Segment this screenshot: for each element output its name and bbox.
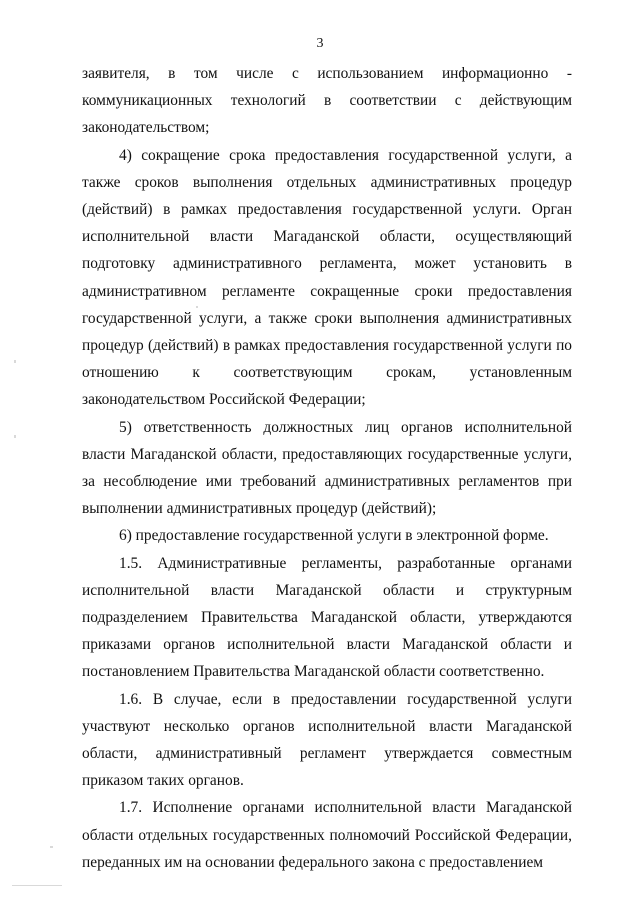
scan-artifact (12, 885, 62, 886)
paragraph-section-1-6: 1.6. В случае, если в предоставлении государственной услуги участвуют несколько органов исполнительной власти Магаданской области, административный регламент утверждается совместным приказом таких органов. (82, 690, 572, 790)
paragraph-item-6: 6) предоставление государственной услуги в электронной форме. (119, 527, 549, 545)
scan-artifact (50, 846, 53, 848)
scan-artifact (196, 306, 198, 308)
paragraph-section-1-7: 1.7. Исполнение органами исполнительной власти Магаданской области отдельных государственных полномочий Российской Федерации, переданных им на основании федерального закона с предоставлением (82, 799, 572, 871)
scan-artifact (14, 360, 16, 363)
scan-artifact (14, 435, 16, 438)
paragraph-continuation: заявителя, в том числе с использованием информационно - коммуникационных технологий в соответствии с действующим законодательством; (82, 65, 572, 137)
paragraph-section-1-5: 1.5. Административные регламенты, разработанные органами исполнительной власти Магаданской области и структурным подразделением Правительства Магаданской области, утверждаются приказами органов исполнительной власти Магаданской области и постановлением Правительства Магаданской области соответственно. (82, 554, 572, 681)
document-body (82, 60, 572, 876)
paragraph-item-5: 5) ответственность должностных лиц органов исполнительной власти Магаданской области, предоставляющих государственные услуги, за несоблюдение ими требований административных регламентов при выполнении административных процедур (действий); (82, 418, 572, 518)
paragraph-item-4: 4) сокращение срока предоставления государственной услуги, а также сроков выполнения отдельных административных процедур (действий) в рамках предоставления государственной услуги. Орган исполнительной власти Магаданской области, осуществляющий подготовку административного регламента, может установить в административном регламенте сокращенные сроки предоставления государственной услуги, а также сроки выполнения административных процедур (действий) в рамках предоставления государственной услуги по отношению к соответствующим срокам, установленным законодательством Российской Федерации; (82, 146, 572, 409)
page-number: 3 (316, 36, 324, 51)
